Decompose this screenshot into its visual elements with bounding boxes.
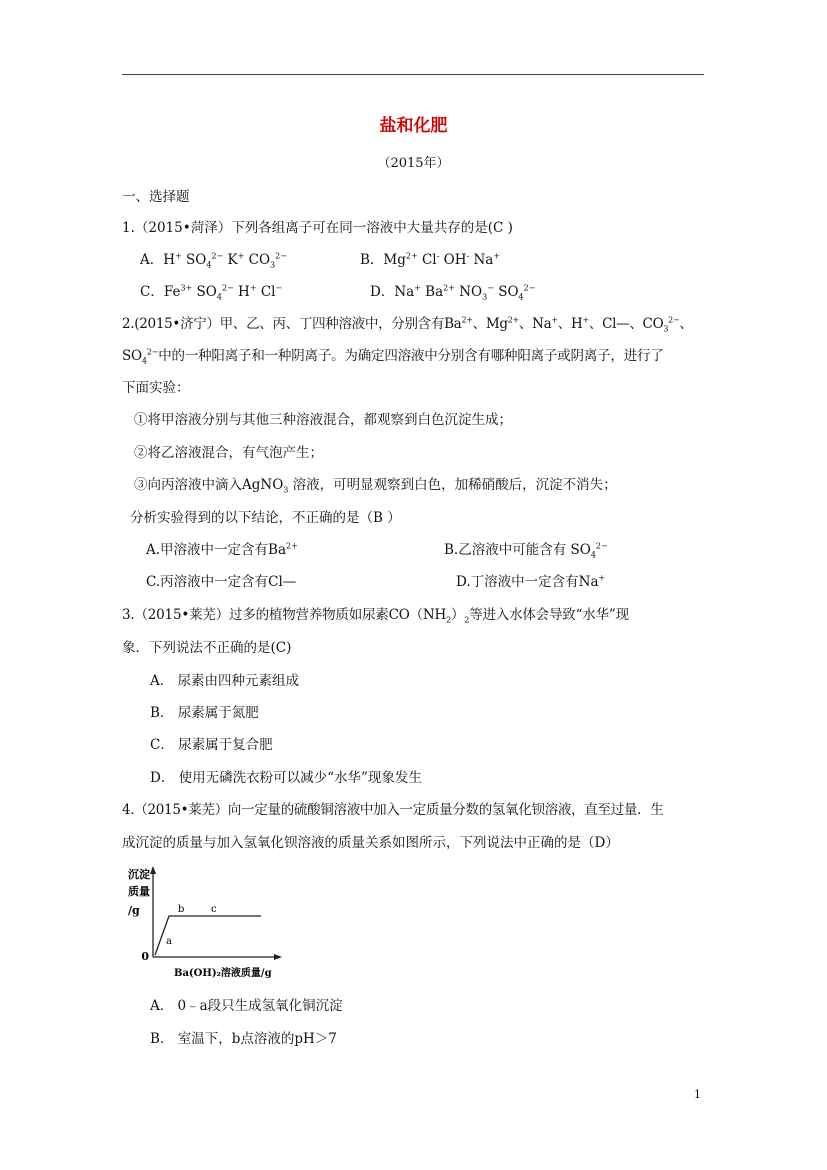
x-label: Ba(OH)₂溶液质量/g — [174, 968, 272, 979]
q2-prompt: 分析实验得到的以下结论，不正确的是（B ） — [130, 510, 401, 526]
q4-option-b: B． 室温下，b点溶液的pH＞7 — [150, 1031, 337, 1047]
point-c-label: c — [211, 904, 217, 915]
header-rule — [122, 74, 704, 75]
q2-option-b: B.乙溶液中可能含有 $SO_4^{2-}$ — [444, 541, 608, 560]
q3-option-d: D． 使用无磷洗衣粉可以减少“水华”现象发生 — [150, 770, 422, 786]
y-label-2: 质量 — [128, 885, 150, 898]
q1-option-a: A．H+ $SO_4^{2-}$ K+ $CO_3^{2-}$ — [140, 251, 287, 270]
page-number: 1 — [694, 1088, 701, 1101]
q2-step1: ①将甲溶液分别与其他三种溶液混合，都观察到白色沉淀生成； — [134, 412, 512, 428]
section-heading: 一、选择题 — [122, 189, 190, 205]
q2-step2: ②将乙溶液混合，有气泡产生； — [134, 445, 323, 461]
y-label-3: /g — [128, 904, 140, 917]
y-axis-arrow — [150, 866, 156, 874]
q3-option-c: C． 尿素属于复合肥 — [150, 737, 273, 753]
q4-option-a: A． 0﹣a段只生成氢氧化铜沉淀 — [150, 998, 343, 1014]
x-axis-arrow — [274, 954, 282, 960]
q2-option-c: C.丙溶液中一定含有Cl— — [146, 574, 297, 590]
q2-line2: $SO_4^{2-}$中的一种阳离子和一种阴离子。为确定四溶液中分别含有哪种阳离子或阴离子，进行了 — [122, 347, 664, 366]
q3-option-b: B． 尿素属于氮肥 — [150, 705, 259, 721]
q4-chart — [126, 862, 286, 984]
point-a-label: a — [166, 936, 172, 947]
origin-label: 0 — [141, 950, 149, 963]
q3-line2: 象．下列说法不正确的是(C) — [122, 640, 292, 656]
q3-option-a: A． 尿素由四种元素组成 — [150, 673, 300, 689]
point-b-label: b — [178, 904, 185, 915]
q2-line1: 2.(2015•济宁）甲、乙、丙、丁四种溶液中，分别含有$Ba^{2+}$、$Mg^{2+}$、Na+、H+、Cl—、$CO_3^{2-}$、 — [122, 315, 693, 334]
q1-option-d: D．Na+ $Ba^{2+}$ $NO_3^-$ $SO_4^{2-}$ — [370, 283, 536, 302]
y-label-1: 沉淀 — [128, 868, 150, 881]
q2-step3: ③向丙溶液中滴入AgNO$_3$ 溶液，可明显观察到白色，加稀硝酸后，沉淀不消失； — [134, 477, 617, 495]
q1-option-c: C．$Fe^{3+}$ $SO_4^{2-}$ H+ Cl− — [140, 283, 283, 302]
page-title: 盐和化肥 — [379, 116, 448, 136]
q1-option-b: B．$Mg^{2+}$ Cl- OH- Na+ — [360, 251, 501, 268]
q1-stem: 1.（2015•菏泽）下列各组离子可在同一溶液中大量共存的是(C ) — [122, 220, 513, 236]
q4-line2: 成沉淀的质量与加入氢氧化钡溶液的质量关系如图所示，下列说法中正确的是（D） — [122, 835, 619, 851]
q2-option-d: D.丁溶液中一定含有Na+ — [456, 573, 606, 590]
q3-line1: 3.（2015•莱芜）过多的植物营养物质如尿素$CO(NH_2)_2$等进入水体会导致“水华”现 — [122, 607, 629, 625]
q2-option-a: A.甲溶液中一定含有$Ba^{2+}$ — [146, 541, 298, 558]
q2-line3: 下面实验： — [122, 380, 190, 396]
page-year: （2015年） — [377, 156, 450, 171]
q4-line1: 4.（2015•莱芜）向一定量的硫酸铜溶液中加入一定质量分数的氢氧化钡溶液，直至过量．生 — [122, 802, 664, 818]
q4-chart-svg — [126, 862, 286, 984]
